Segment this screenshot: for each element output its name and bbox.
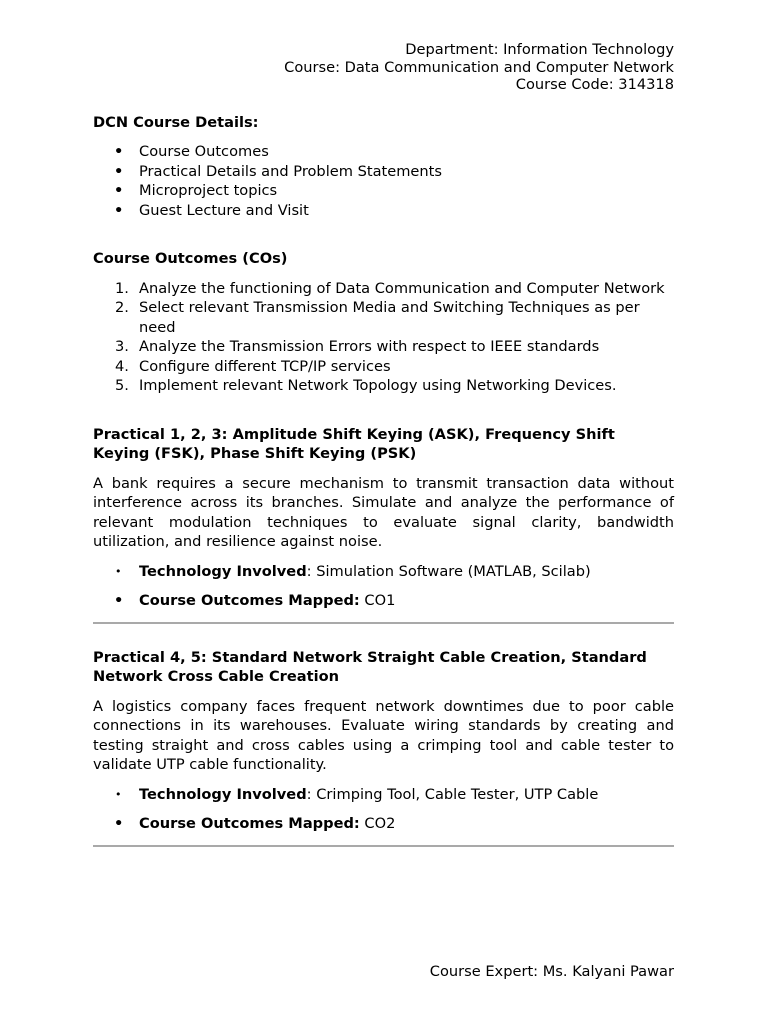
list-item: 3. Analyze the Transmission Errors with respect to IEEE standards (115, 338, 600, 355)
practical-2-heading: Practical 4, 5: Standard Network Straight Cable Creation, Standard Network Cross Cable Creation (93, 648, 647, 685)
document-header (93, 41, 674, 94)
list-item: 1. Analyze the functioning of Data Communication and Computer Network (115, 279, 665, 297)
list-item: • Course Outcomes Mapped: CO2 (93, 814, 674, 834)
course-outcomes-list (93, 279, 674, 396)
practical-1-co (93, 591, 674, 611)
list-item: • Guest Lecture and Visit (93, 201, 674, 221)
practical-2-meta (93, 785, 674, 805)
course-code-line: Course Code: 314318 (515, 76, 674, 93)
course-details-list (93, 142, 674, 220)
practical-1-heading: Practical 1, 2, 3: Amplitude Shift Keying (ASK), Frequency Shift Keying (FSK), Phase Shift Keying (PSK) (93, 425, 615, 462)
list-item: 4. Configure different TCP/IP services (115, 357, 391, 375)
section-divider (93, 622, 674, 624)
course-outcomes-heading: Course Outcomes (COs) (93, 250, 288, 267)
course-expert: Course Expert: Ms. Kalyani Pawar (429, 963, 674, 980)
document-page (93, 41, 674, 847)
practical-1-meta (93, 562, 674, 582)
course-line: Course: Data Communication and Computer Network (284, 58, 674, 76)
practical-2-co (93, 814, 674, 834)
section-divider (93, 845, 674, 847)
list-item: • Course Outcomes Mapped: CO1 (93, 591, 674, 611)
list-item: 5. Implement relevant Network Topology using Networking Devices. (115, 377, 617, 394)
list-item: 2. Select relevant Transmission Media and Switching Techniques as per need (115, 299, 640, 336)
practical-1-description: A bank requires a secure mechanism to transmit transaction data without interference across its branches. Simulate and analyze the performance of relevant modulation techniques to evaluate signal clarity, bandwidth utilization, and resilience against noise. (93, 474, 674, 550)
list-item: • Practical Details and Problem Statements (93, 162, 674, 182)
list-item: • Course Outcomes (93, 142, 674, 162)
department-line: Department: Information Technology (405, 41, 674, 58)
list-item: • Technology Involved: Simulation Software (MATLAB, Scilab) (93, 562, 674, 582)
course-details-heading: DCN Course Details: (93, 113, 259, 131)
practical-2-description: A logistics company faces frequent network downtimes due to poor cable connections in its warehouses. Evaluate wiring standards by creating and testing straight and cross cables using a crimping tool and cable tester to validate UTP cable functionality. (93, 697, 674, 773)
list-item: • Technology Involved: Crimping Tool, Cable Tester, UTP Cable (93, 785, 674, 805)
list-item: • Microproject topics (93, 181, 674, 201)
